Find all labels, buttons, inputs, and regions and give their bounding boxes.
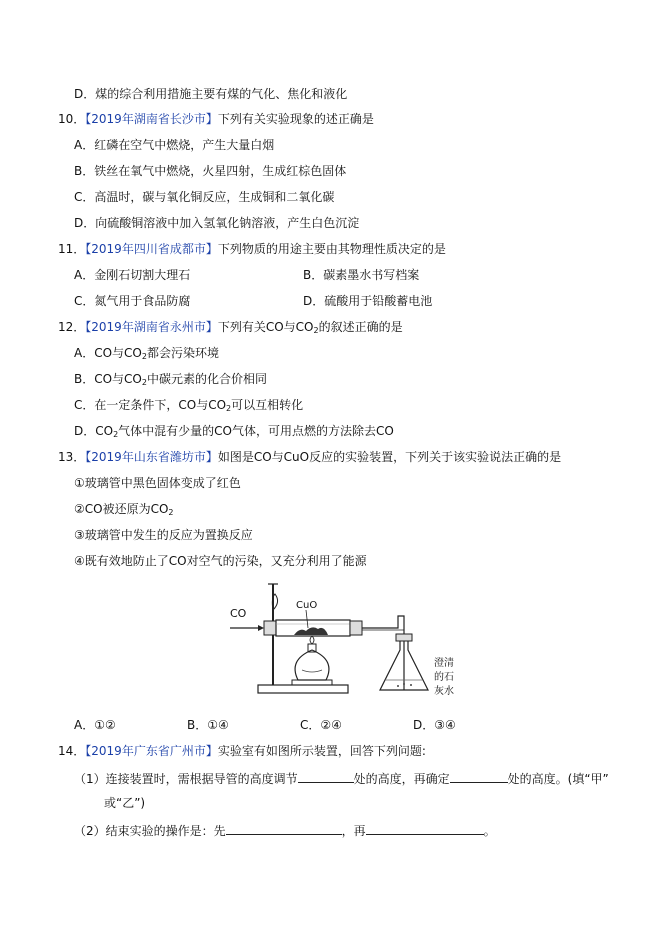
q12-option-c — [74, 397, 303, 417]
q12-text-1: 下列有关CO与CO — [217, 320, 314, 334]
q12-option-d — [74, 423, 394, 443]
q13-statement-1: ①玻璃管中黑色固体变成了红色 — [74, 476, 241, 490]
subscript-2: 2 — [141, 378, 147, 387]
q10-option-a: A．红磷在空气中燃烧，产生大量白烟 — [74, 138, 275, 152]
q10-option-b: B．铁丝在氧气中燃烧，火星四射，生成红棕色固体 — [74, 164, 347, 178]
right-stopper — [350, 621, 362, 635]
q9-option-d: D．煤的综合利用措施主要有煤的气化、焦化和液化 — [74, 87, 348, 101]
subscript-2: 2 — [313, 326, 319, 335]
cuo-powder — [294, 627, 328, 635]
co-label: CO — [230, 607, 247, 620]
q12-option-d-text-2: 气体中混有少量的CO气体，可用点燃的方法除去CO — [118, 424, 394, 438]
q14-source: 【2019年广东省广州市】 — [85, 744, 218, 758]
q14-number: 14． — [58, 744, 86, 758]
q12-option-a — [74, 345, 219, 365]
q12-option-a-text-2: 都会污染环境 — [146, 346, 219, 360]
q11-stem — [58, 241, 446, 257]
q12-option-b-text-2: 中碳元素的化合价相同 — [146, 372, 267, 386]
stand-base — [258, 685, 348, 693]
co-cuo-apparatus-figure — [228, 580, 468, 700]
q13-text: 如图是CO与CuO反应的实验装置，下列关于该实验说法正确的是 — [217, 450, 562, 464]
q12-option-b — [74, 371, 267, 391]
outlet-tube — [362, 616, 404, 690]
q14-stem — [58, 743, 426, 759]
q14-part-1-continued: 或“乙”) — [104, 796, 146, 810]
limewater-label-3: 灰水 — [434, 686, 454, 697]
q14-part-2-text-a: （2）结束实验的操作是：先 — [74, 824, 226, 838]
q14-blank-2[interactable] — [450, 769, 508, 783]
limewater-label-2: 的石 — [434, 672, 454, 683]
q11-option-b: B．碳素墨水书写档案 — [303, 268, 420, 282]
q13-option-a: A．①② — [74, 718, 116, 732]
alcohol-lamp — [295, 650, 329, 680]
subscript-2: 2 — [168, 508, 174, 517]
q11-option-d: D．硫酸用于铅酸蓄电池 — [303, 294, 433, 308]
subscript-2: 2 — [113, 430, 119, 439]
q10-option-c: C．高温时，碳与氧化铜反应，生成铜和二氧化碳 — [74, 190, 335, 204]
q13-option-b: B．①④ — [187, 718, 229, 732]
q10-option-d: D．向硫酸铜溶液中加入氢氧化钠溶液，产生白色沉淀 — [74, 216, 360, 230]
flame — [310, 636, 314, 644]
q14-blank-1[interactable] — [298, 769, 354, 783]
q13-option-c: C．②④ — [300, 718, 342, 732]
q14-part-1 — [74, 769, 609, 787]
q12-option-b-text-1: B．CO与CO — [74, 372, 142, 386]
q14-part-1-text-c: 处的高度。(填“甲” — [507, 772, 609, 786]
q13-stem — [58, 449, 561, 465]
q14-part-1-text-a: （1）连接装置时，需根据导管的高度调节 — [74, 772, 298, 786]
q11-option-a: A．金刚石切割大理石 — [74, 268, 191, 282]
q13-statement-2-text: ②CO被还原为CO — [74, 502, 169, 516]
q14-part-2 — [74, 821, 496, 839]
left-stopper — [264, 621, 276, 635]
q14-blank-4[interactable] — [366, 821, 484, 835]
q12-option-c-text-1: C．在一定条件下，CO与CO — [74, 398, 227, 412]
q14-part-2-text-b: ，再 — [341, 824, 366, 838]
q14-blank-3[interactable] — [226, 821, 342, 835]
q10-source: 【2019年湖南省长沙市】 — [85, 112, 218, 126]
subscript-2: 2 — [141, 352, 147, 361]
q12-text-2: 的叙述正确的是 — [318, 320, 403, 334]
q13-option-d: D．③④ — [413, 718, 456, 732]
q12-source: 【2019年湖南省永州市】 — [85, 320, 218, 334]
q14-part-1-text-b: 处的高度，再确定 — [353, 772, 450, 786]
q13-statement-3: ③玻璃管中发生的反应为置换反应 — [74, 528, 253, 542]
q12-option-a-text-1: A．CO与CO — [74, 346, 142, 360]
cuo-label: CuO — [296, 600, 318, 611]
q13-statement-2 — [74, 501, 174, 521]
q13-source: 【2019年山东省潍坊市】 — [85, 450, 218, 464]
q12-option-c-text-2: 可以互相转化 — [231, 398, 304, 412]
q14-text: 实验室有如图所示装置，回答下列问题: — [217, 744, 426, 758]
q13-statement-4: ④既有效地防止了CO对空气的污染，又充分利用了能源 — [74, 554, 367, 568]
q10-stem — [58, 111, 374, 127]
q10-number: 10． — [58, 112, 86, 126]
limewater-label-1: 澄清 — [434, 658, 454, 669]
q14-part-2-text-c: 。 — [483, 824, 496, 838]
q11-text: 下列物质的用途主要由其物理性质决定的是 — [217, 242, 446, 256]
q11-option-c: C．氮气用于食品防腐 — [74, 294, 191, 308]
q10-text: 下列有关实验现象的述正确是 — [217, 112, 374, 126]
q13-number: 13． — [58, 450, 86, 464]
q12-number: 12． — [58, 320, 86, 334]
q12-stem — [58, 319, 403, 339]
q12-option-d-text-1: D．CO — [74, 424, 114, 438]
subscript-2: 2 — [226, 404, 232, 413]
q11-source: 【2019年四川省成都市】 — [85, 242, 218, 256]
q11-number: 11． — [58, 242, 86, 256]
